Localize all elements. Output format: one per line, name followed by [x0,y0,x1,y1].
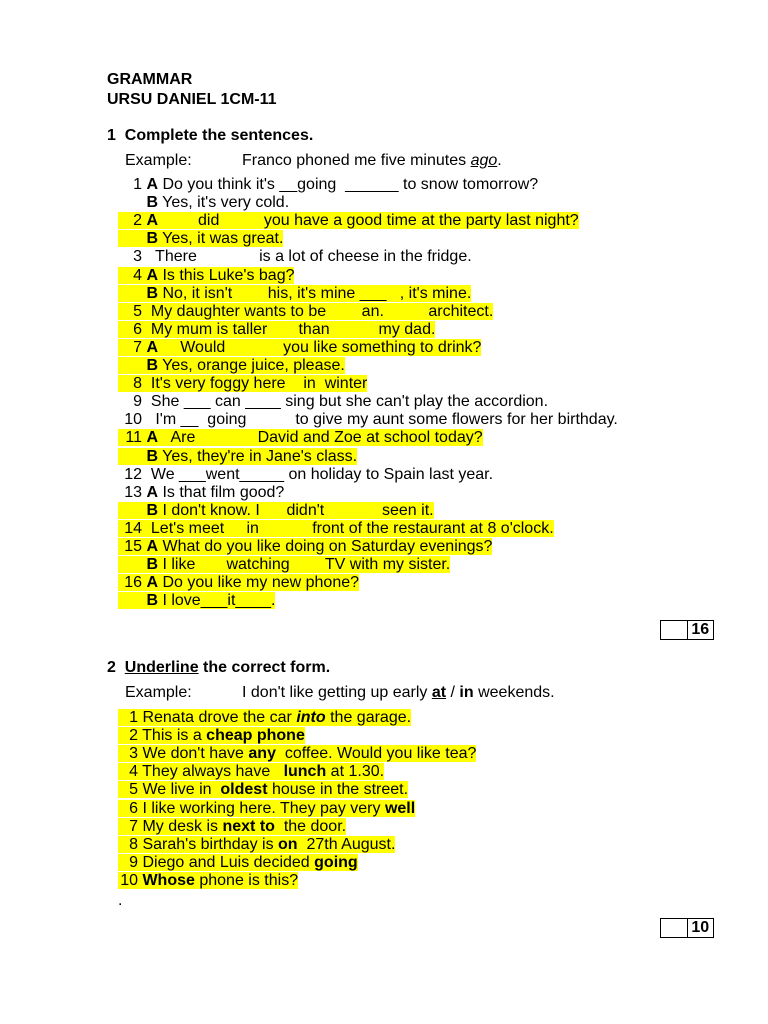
choice-item [118,800,415,818]
sentence-content [118,248,472,265]
sentence-text: Yes, it's very cold. [158,194,290,212]
sentence-text: Would you like something to drink? [158,338,482,356]
chosen-form: well [384,799,416,817]
item-number: 3 [129,745,138,763]
sentence-content [118,592,275,609]
section1-example-text: Franco phoned me five minutes [242,152,471,169]
sentence-number: 10 [124,411,142,429]
sentence-number: 16 [124,574,142,592]
section1-score-box [660,620,714,640]
speaker-label: A [146,176,159,193]
sentence-content [118,357,345,374]
sentence-line [118,484,284,502]
sentence-line [118,556,450,574]
section2-title-rest: the correct form. [198,659,331,676]
section2-title-underlined: Underline [124,659,199,676]
item-number: 9 [129,853,138,871]
section2-example-text: I don't like getting up early [242,684,432,701]
section2-example [242,684,555,702]
sentence-text: Yes, they're in Jane's class. [158,447,358,465]
item-text: the door. [274,817,347,835]
choice-content [118,709,411,726]
sentence-content [118,393,548,410]
sentence-line [118,321,435,339]
item-text: We live in [142,781,221,799]
sentence-line [118,194,289,212]
student-name: URSU DANIEL 1CM-11 [107,91,277,108]
chosen-form: into [296,709,326,726]
sentence-line [118,502,434,520]
choice-item [118,709,411,727]
item-text: at 1.30. [326,763,385,781]
sentence-text: Is this Luke's bag? [158,266,295,284]
score-input-area [661,621,688,639]
worksheet-title: GRAMMAR [107,71,193,88]
sentence-text: She ___ can ____ sing but she can't play the accordion. [146,393,549,411]
item-text: Renata drove the car [142,709,297,726]
item-number: 7 [129,817,138,835]
chosen-form: Whose [142,871,195,889]
choice-content [118,854,358,871]
sentence-text: Are David and Zoe at school today? [158,429,483,447]
sentence-number: 13 [124,483,142,501]
choice-item [118,836,395,854]
sentence-number: 3 [133,248,142,266]
choice-content [118,836,395,853]
sentence-content [118,520,554,537]
item-number: 8 [129,835,138,853]
chosen-form: going [314,853,358,871]
speaker-label: A [146,483,159,501]
section1-example [242,152,502,170]
choice-content [118,781,408,798]
sentence-number: 6 [133,320,142,338]
choice-content [118,727,305,744]
sentence-line [118,339,481,357]
sentence-number: 1 [133,176,142,193]
choice-item [118,727,305,745]
sentence-content [118,303,493,320]
speaker-label: A [146,429,159,447]
sentence-text: I love___it____. [158,592,276,610]
choice-item [118,818,346,836]
sentence-content [118,484,284,501]
sentence-content [118,502,434,519]
speaker-label: B [146,230,159,248]
item-text: This is a [142,727,207,745]
sentence-content [118,574,359,591]
choice-content [118,818,346,835]
sentence-line [118,429,483,447]
sentence-line [118,248,472,266]
sentence-line [118,230,283,248]
sentence-line [118,466,493,484]
choice-item [118,763,384,781]
item-number: 6 [129,799,138,817]
speaker-label: B [146,194,159,212]
item-text: Diego and Luis decided [142,853,315,871]
sentence-text: did you have a good time at the party last night? [158,212,579,230]
sentence-content [118,538,492,555]
speaker-label: A [146,574,159,592]
section2-example-label: Example: [125,684,192,701]
choice-item [118,854,358,872]
chosen-form: any [248,745,276,763]
item-text: They always have [142,763,284,781]
item-text: phone is this? [194,871,299,889]
speaker-label: A [146,212,159,230]
sentence-line [118,375,367,393]
sentence-text: No, it isn't his, it's mine ___ , it's mine. [158,284,472,302]
sentence-text: Is that film good? [158,483,285,501]
section2-number: 2 [107,659,116,676]
sentence-text: Yes, orange juice, please. [158,357,345,374]
stray-dot: . [118,892,123,909]
sentence-text: There is a lot of cheese in the fridge. [146,248,472,266]
sentence-number: 15 [124,538,142,555]
item-text: My desk is [142,817,223,835]
choice-content [118,763,384,780]
sentence-line [118,592,275,610]
sentence-content [118,339,481,356]
sentence-content [118,411,618,428]
sentence-line [118,574,359,592]
sentence-text: I don't know. I didn't seen it. [158,501,434,519]
item-number: 1 [129,709,138,726]
choice-content [118,872,298,889]
choice-item [118,781,408,799]
sentence-number: 11 [125,429,142,447]
sentence-content [118,194,289,211]
sentence-line [118,267,294,285]
sentence-number: 9 [133,393,142,411]
sentence-text: Yes, it was great. [158,230,284,248]
item-number: 4 [129,763,138,781]
sentence-number: 4 [133,266,142,284]
sentence-number: 7 [133,338,142,356]
choice-content [118,800,415,817]
sentence-line [118,176,538,194]
sentence-content [118,321,435,338]
chosen-form: cheap phone [206,727,305,745]
sentence-content [118,267,294,284]
speaker-label: B [146,447,159,465]
sentence-content [118,429,483,446]
speaker-label: B [146,284,159,302]
sentence-text: I like watching TV with my sister. [158,556,451,574]
item-text: I like working here. They pay very [142,799,385,817]
item-text: 27th August. [297,835,396,853]
sentence-line [118,393,548,411]
item-number: 10 [120,871,138,889]
sentence-line [118,285,471,303]
sentence-number: 14 [124,519,142,537]
item-number: 5 [129,781,138,799]
sentence-line [118,448,357,466]
speaker-label: A [146,538,159,555]
chosen-form: next to [222,817,275,835]
sentence-text: My daughter wants to be an. architect. [146,302,494,320]
sentence-content [118,230,283,247]
sentence-text: What do you like doing on Saturday evenings? [158,538,493,555]
sentence-line [118,357,345,375]
sentence-line [118,520,554,538]
sentence-number: 12 [124,465,142,483]
chosen-form: lunch [283,763,327,781]
sentence-number: 2 [133,212,142,230]
sentence-text: I'm __ going to give my aunt some flowers for her birthday. [146,411,618,429]
item-number: 2 [129,727,138,745]
sentence-content [118,375,367,392]
sentence-content [118,448,357,465]
sentence-text: Do you like my new phone? [158,574,360,592]
sentence-line [118,303,493,321]
sentence-number: 8 [133,375,142,393]
section1-heading [107,127,313,145]
item-text: house in the street. [267,781,409,799]
section1-example-end: . [497,152,502,169]
section1-score: 16 [691,621,710,638]
sentence-text: My mum is taller than my dad. [146,320,436,338]
sentence-content [118,556,450,573]
section1-title: Complete the sentences. [124,127,314,144]
section2-example-sep: / [446,684,460,701]
item-text: Sarah's birthday is [142,835,279,853]
chosen-form: oldest [220,781,268,799]
sentence-number: 5 [133,302,142,320]
section2-example-choice-b: in [459,684,474,701]
chosen-form: on [278,835,298,853]
speaker-label: B [146,556,159,574]
choice-item [118,745,476,763]
sentence-text: Do you think it's __going ______ to snow tomorrow? [158,176,539,193]
score-input-area [661,919,688,937]
section2-score: 10 [691,919,710,936]
choice-content [118,745,476,762]
sentence-line [118,212,579,230]
section1-number: 1 [107,127,116,144]
section1-example-answer: ago [470,152,498,169]
section2-heading [107,659,330,677]
speaker-label: B [146,357,159,374]
sentence-content [118,285,471,302]
speaker-label: A [146,266,159,284]
sentence-content [118,212,579,229]
item-text: the garage. [325,709,412,726]
sentence-content [118,176,538,193]
sentence-text: It's very foggy here in winter [146,375,368,393]
section1-example-label: Example: [125,152,192,169]
section2-score-box [660,918,714,938]
section2-example-end: weekends. [473,684,555,701]
speaker-label: A [146,338,159,356]
sentence-content [118,466,493,483]
sentence-text: Let's meet in front of the restaurant at 8 o'clock. [146,519,554,537]
section2-example-choice-a: at [431,684,447,701]
choice-item [118,872,298,890]
sentence-line [118,411,618,429]
speaker-label: B [146,592,159,610]
sentence-line [118,538,492,556]
speaker-label: B [146,501,159,519]
sentence-text: We ___went_____ on holiday to Spain last year. [146,465,494,483]
item-text: coffee. Would you like tea? [275,745,477,763]
item-text: We don't have [142,745,249,763]
